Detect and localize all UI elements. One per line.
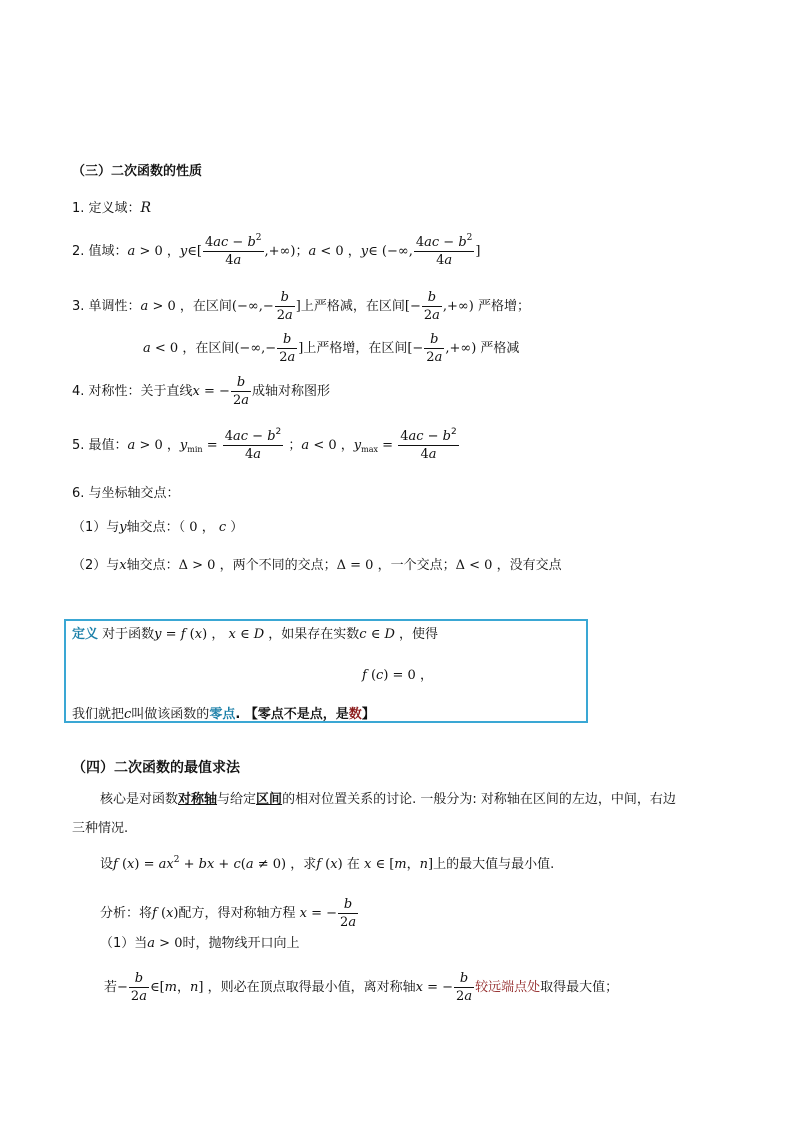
property-extremes: 5. 最值：a > 0 ，$y_{min}$ = $\frac{4ac - b^2}{4a}$ ；a < 0 ，$y_{max}$ = $\frac{4ac - b^2}{4a}$ [72, 427, 457, 462]
intersect-y-axis: （1）与y轴交点：（ 0 ， c ） [72, 520, 244, 535]
section-4-title: （四）二次函数的最值求法 [72, 760, 240, 776]
property-intersections: 6. 与坐标轴交点： [72, 486, 180, 501]
emphasis-number: 数 [348, 707, 362, 722]
property-domain: 1. 定义域：R [72, 200, 152, 216]
intersect-x-axis: （2）与x轴交点：Δ > 0 ，两个不同的交点；Δ = 0 ，一个交点；Δ < 0 ，没有交点 [72, 558, 562, 573]
section-4-intro: 核心是对函数对称轴与给定区间的相对位置关系的讨论. 一般分为: 对称轴在区间的左边，中间，右边 [100, 792, 676, 807]
definition-line-1: 定义 对于函数y = f (x) ， x ∈ D ，如果存在实数c ∈ D ，使得 [72, 627, 439, 642]
analysis: 分析：将f (x)配方，得对称轴方程 x = − $\frac{b}{2a}$ [100, 897, 357, 930]
property-monotonicity: 3. 单调性：a > 0 ，在区间(−∞,− $\frac{b}{2a}$ ]上严格减，在区间[− $\frac{b}{2a}$ ,+∞) 严格增； [72, 290, 530, 323]
problem-statement: 设f $(x) = ax^2$ + bx + c(a ≠ 0) ，求f (x) 在 x ∈ [m，n]上的最大值与最小值. [100, 855, 555, 872]
case-1: （1）当a > 0时，抛物线开口向上 [100, 936, 300, 951]
definition-line-3: 我们就把c叫做该函数的零点. 【零点不是点，是数】 [72, 707, 375, 722]
far-endpoint-highlight: 较远端点处 [475, 980, 541, 995]
definition-tag: 定义 [72, 627, 99, 642]
section-4-intro-2: 三种情况. [72, 821, 129, 836]
section-3-title: （三）二次函数的性质 [72, 164, 203, 179]
property-range: 2. 值域：a > 0 ，y∈[ $\frac{4ac - b^2}{4a}$ ,+∞)；a < 0 ，y∈ (−∞, $\frac{4ac - b^2}{4a}$ ] [72, 233, 481, 268]
definition-line-2: f (c) = 0 ， [362, 668, 433, 683]
property-symmetry: 4. 对称性：关于直线x = − $\frac{b}{2a}$ 成轴对称图形 [72, 375, 331, 408]
property-monotonicity-2: a < 0 ，在区间(−∞,− $\frac{b}{2a}$ ]上严格增，在区间[− $\frac{b}{2a}$ ,+∞) 严格减 [143, 332, 520, 365]
zero-point-keyword: 零点 [209, 707, 236, 722]
case-1-sub: 若− $\frac{b}{2a}$ ∈[m，n] ，则必在顶点取得最小值，离对称轴x = − $\frac{b}{2a}$ 较远端点处取得最大值； [104, 971, 619, 1004]
